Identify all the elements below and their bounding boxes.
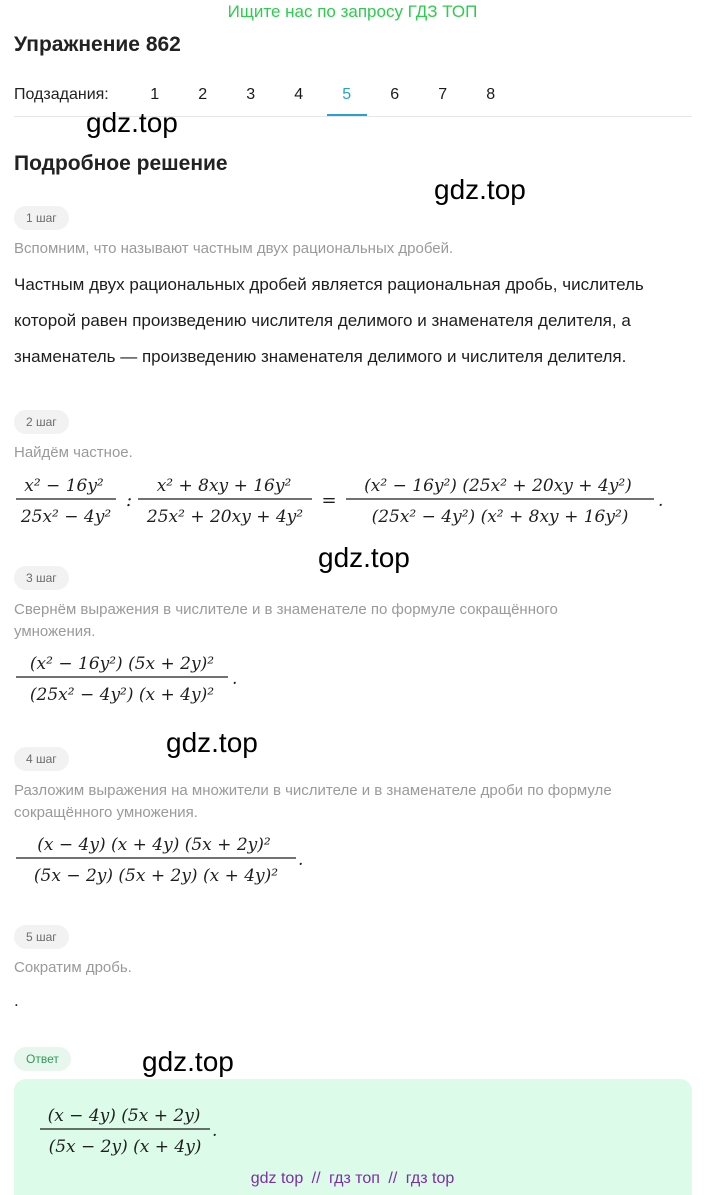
watermark: gdz.top: [86, 107, 178, 138]
period: .: [658, 491, 664, 511]
text-line: знаменатель — произведению знаменателя делимого и числителя делителя.: [14, 347, 627, 366]
footer-links: [0, 1170, 705, 1188]
watermark: gdz.top: [142, 1046, 234, 1077]
fraction-numerator: x² + 8xy + 16y²: [156, 476, 292, 496]
answer-badge: Ответ: [14, 1047, 71, 1071]
formula-step-4: [14, 825, 334, 895]
step-hint: Вспомним, что называют частным двух рациональных дробей.: [14, 240, 454, 257]
step-hint: [14, 780, 694, 824]
watermark: gdz.top: [318, 542, 410, 573]
step-badge: 3 шаг: [14, 566, 69, 590]
tab-subtask-2[interactable]: 2: [198, 86, 208, 103]
fraction-numerator: (x² − 16y²) (5x + 2y)²: [29, 654, 215, 674]
formula-quotient: [14, 466, 694, 536]
fraction-denominator: (5x − 2y) (5x + 2y) (x + 4y)²: [33, 866, 279, 886]
tab-subtask-3[interactable]: 3: [246, 86, 256, 103]
tab-subtask-6[interactable]: 6: [390, 86, 400, 103]
fraction-denominator: (25x² − 4y²) (x² + 8xy + 16y²): [371, 507, 629, 527]
tab-subtask-4[interactable]: 4: [294, 86, 304, 103]
text-line: Частным двух рациональных дробей является рациональная дробь, числитель: [14, 275, 644, 294]
watermark: gdz.top: [434, 174, 526, 205]
fraction-numerator: (x − 4y) (5x + 2y): [47, 1106, 201, 1126]
tab-subtask-8[interactable]: 8: [486, 86, 496, 103]
fraction-denominator: (5x − 2y) (x + 4y): [48, 1137, 202, 1157]
section-title: Подробное решение: [14, 152, 228, 175]
equals-sign: =: [321, 490, 337, 511]
footer-separator: //: [311, 1170, 321, 1187]
tab-subtask-5[interactable]: 5: [327, 86, 367, 116]
tab-subtask-7[interactable]: 7: [438, 86, 448, 103]
footer-link[interactable]: гдз топ: [329, 1170, 380, 1187]
division-sign: :: [125, 490, 133, 511]
period: .: [212, 1121, 218, 1141]
step-hint: Сократим дробь.: [14, 959, 132, 976]
hint-line: умножения.: [14, 623, 96, 640]
fraction-numerator: x² − 16y²: [24, 476, 104, 496]
page-title: Упражнение 862: [14, 33, 181, 56]
step-text: [14, 267, 704, 375]
formula-step-3: [14, 644, 314, 714]
subtasks-label: Подзадания:: [14, 86, 109, 103]
fraction-denominator: 25x² − 4y²: [20, 507, 112, 527]
step-badge: 5 шаг: [14, 925, 69, 949]
step-hint: [14, 599, 694, 643]
hint-line: Свернём выражения в числителе и в знаменателе по формуле сокращённого: [14, 601, 558, 618]
fraction-denominator: (25x² − 4y²) (x + 4y)²: [29, 685, 215, 705]
hint-line: Разложим выражения на множители в числителе и в знаменателе дроби по формуле: [14, 782, 612, 799]
fraction-numerator: (x − 4y) (x + 4y) (5x + 2y)²: [37, 835, 271, 855]
fraction-denominator: 25x² + 20xy + 4y²: [146, 507, 304, 527]
step-badge: 2 шаг: [14, 410, 69, 434]
search-banner: Ищите нас по запросу ГДЗ ТОП: [227, 2, 478, 21]
step-hint: Найдём частное.: [14, 444, 133, 461]
fraction-numerator: (x² − 16y²) (25x² + 20xy + 4y²): [364, 476, 632, 496]
tab-subtask-1[interactable]: 1: [150, 86, 160, 103]
text-line: которой равен произведению числителя делимого и знаменателя делителя, а: [14, 311, 631, 330]
watermark: gdz.top: [166, 727, 258, 758]
step-result: .: [14, 991, 19, 1010]
footer-link[interactable]: gdz top: [250, 1170, 304, 1187]
formula-answer: [38, 1096, 258, 1166]
hint-line: сокращённого умножения.: [14, 804, 198, 821]
footer-link[interactable]: гдз top: [405, 1170, 455, 1187]
step-badge: 1 шаг: [14, 206, 69, 230]
footer-separator: //: [388, 1170, 398, 1187]
step-badge: 4 шаг: [14, 747, 69, 771]
period: .: [232, 669, 238, 689]
period: .: [298, 850, 304, 870]
